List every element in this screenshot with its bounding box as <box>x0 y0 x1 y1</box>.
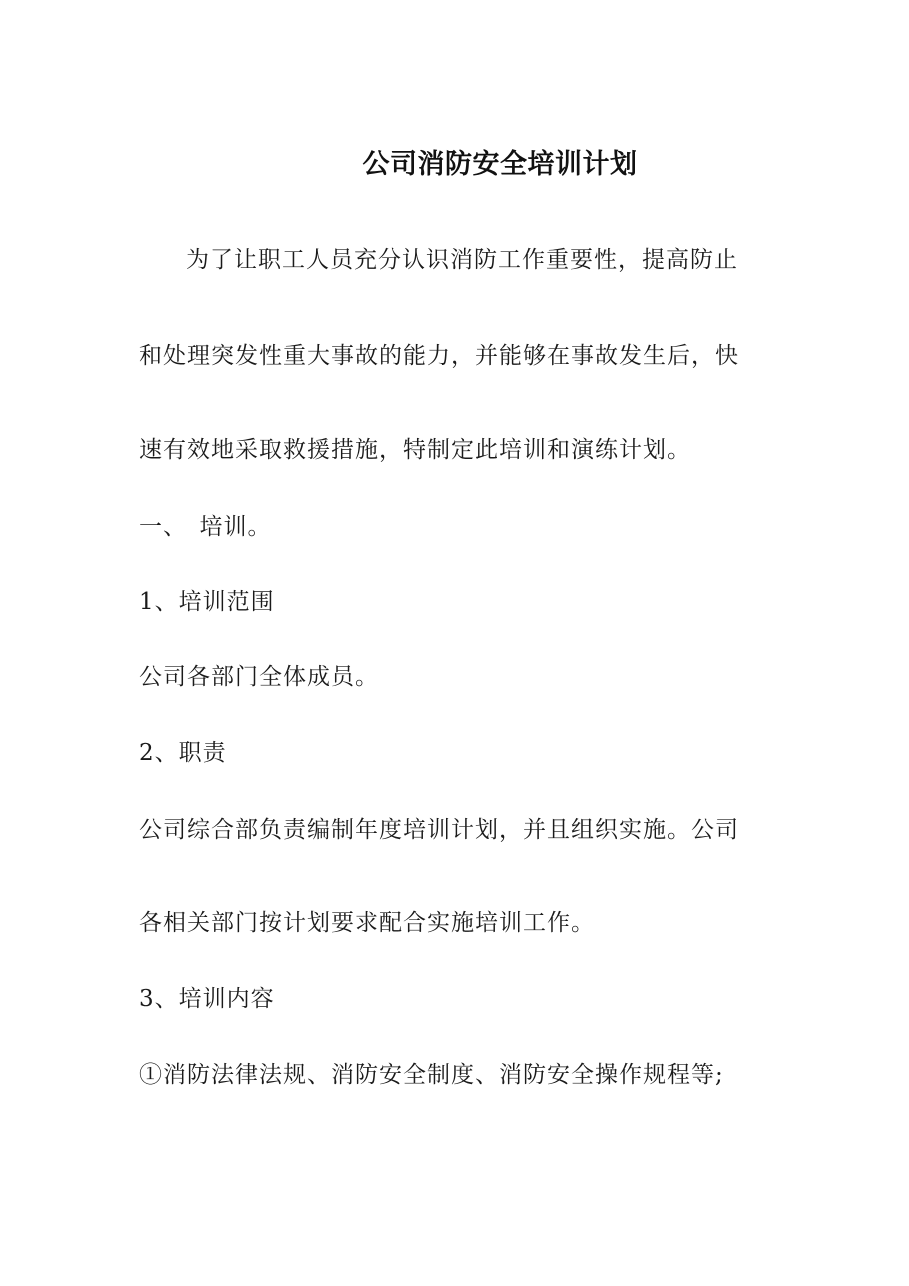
item-heading-content: 3、培训内容 <box>139 986 275 1012</box>
item-body-duties-line-2: 各相关部门按计划要求配合实施培训工作。 <box>139 910 595 936</box>
item-heading-scope: 1、培训范围 <box>139 589 275 615</box>
item-body-scope: 公司各部门全体成员。 <box>139 664 379 690</box>
item-heading-duties: 2、职责 <box>139 740 227 766</box>
intro-paragraph-line-1: 为了让职工人员充分认识消防工作重要性，提高防止 <box>186 247 738 273</box>
section-heading-training: 一、 培训。 <box>139 514 272 540</box>
intro-paragraph-line-3: 速有效地采取救援措施，特制定此培训和演练计划。 <box>139 437 691 463</box>
document-title: 公司消防安全培训计划 <box>362 149 638 180</box>
item-content-point-1: ①消防法律法规、消防安全制度、消防安全操作规程等; <box>139 1062 724 1088</box>
intro-paragraph-line-2: 和处理突发性重大事故的能力，并能够在事故发生后，快 <box>139 343 739 369</box>
item-body-duties-line-1: 公司综合部负责编制年度培训计划，并且组织实施。公司 <box>139 817 739 843</box>
